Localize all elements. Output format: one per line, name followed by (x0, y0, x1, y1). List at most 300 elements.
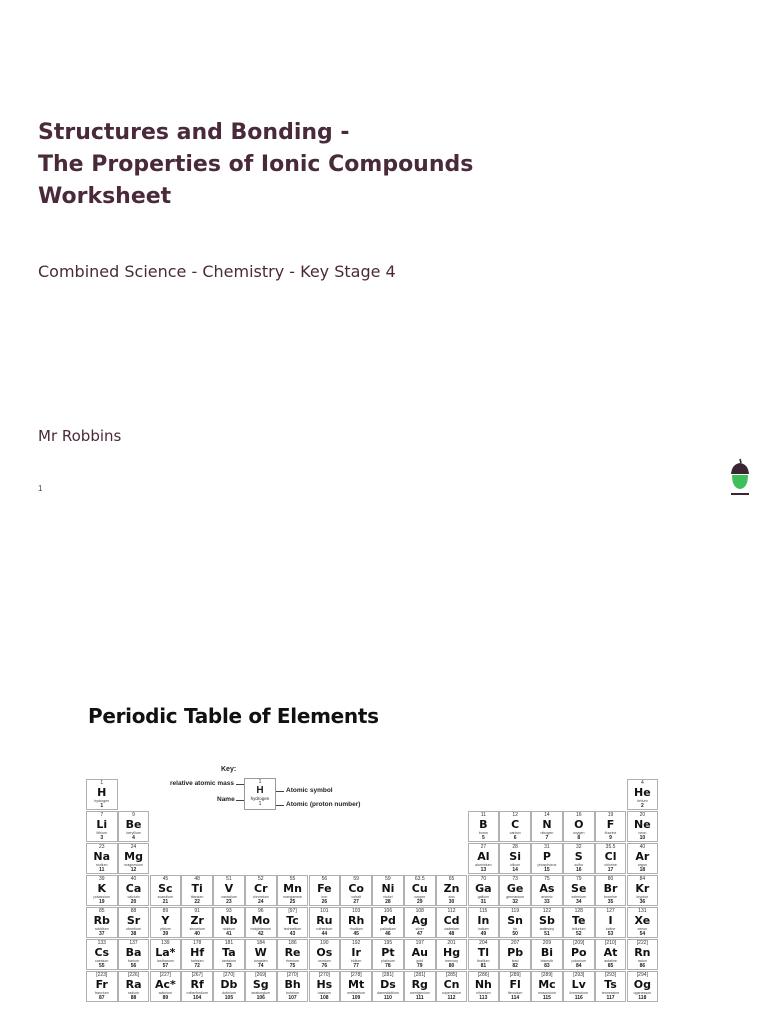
element-cell-pd (372, 907, 404, 938)
element-symbol: Sn (507, 914, 524, 927)
element-number: 20 (130, 899, 137, 905)
element-number: 7 (545, 835, 549, 841)
element-number: 86 (639, 963, 646, 969)
element-name: darmstadtium (377, 991, 399, 995)
element-mass: 207 (510, 940, 520, 946)
element-mass: 14 (544, 812, 550, 818)
element-cell-rn (627, 939, 659, 970)
element-number: 46 (385, 931, 391, 937)
element-name: vanadium (221, 895, 237, 899)
element-cell-au (404, 939, 436, 970)
element-number: 30 (448, 899, 455, 905)
element-symbol: Bh (284, 978, 301, 991)
element-name: iodine (605, 927, 616, 931)
element-symbol: Ta (222, 946, 236, 959)
element-number: 85 (607, 963, 614, 969)
element-symbol: Na (93, 850, 111, 863)
element-cell-ar (627, 843, 659, 874)
element-cell-h (86, 779, 118, 810)
element-symbol: Ge (506, 882, 524, 895)
element-cell-kr (627, 875, 659, 906)
element-symbol: Zn (443, 882, 460, 895)
element-symbol: Fe (317, 882, 332, 895)
element-mass: [269] (255, 972, 267, 978)
element-mass: 101 (320, 908, 329, 914)
element-symbol: Sb (539, 914, 555, 927)
element-symbol: Mc (538, 978, 556, 991)
element-name: selenium (571, 895, 586, 899)
element-cell-f (595, 811, 627, 842)
element-symbol: Al (477, 850, 490, 863)
element-number: 105 (224, 995, 234, 1001)
element-name: barium (128, 959, 140, 963)
element-cell-ne (627, 811, 659, 842)
element-name: radium (128, 991, 140, 995)
element-mass: 55 (289, 876, 296, 882)
element-number: 115 (542, 995, 551, 1001)
element-mass: 91 (194, 908, 200, 914)
element-number: 28 (385, 899, 391, 905)
title-line-3: Worksheet (38, 184, 172, 209)
element-name: indium (478, 927, 489, 931)
element-number: 13 (480, 867, 487, 873)
element-number: 49 (480, 931, 487, 937)
key-example-number: 1 (258, 801, 262, 807)
element-cell-ts (595, 971, 627, 1002)
element-cell-ga (468, 875, 500, 906)
element-mass: [223] (96, 972, 108, 978)
element-name: lithium (96, 831, 107, 835)
element-cell-sb (531, 907, 563, 938)
element-name: hassium (317, 991, 332, 995)
element-symbol: N (542, 818, 552, 831)
element-number: 27 (353, 899, 359, 905)
element-cell-sc (150, 875, 182, 906)
element-number: 55 (98, 963, 105, 969)
element-symbol: Mt (348, 978, 365, 991)
element-mass: 1 (100, 780, 104, 786)
element-number: 74 (257, 963, 264, 969)
element-symbol: Pt (381, 946, 395, 959)
element-name: molybdenum (250, 927, 272, 931)
element-number: 52 (575, 931, 582, 937)
element-name: tungsten (253, 959, 268, 963)
element-name: bohrium (286, 991, 300, 995)
element-mass: 178 (192, 940, 202, 946)
element-number: 109 (351, 995, 361, 1001)
element-cell-ti (181, 875, 213, 906)
element-cell-xe (627, 907, 659, 938)
element-number: 4 (132, 835, 135, 841)
element-name: zirconium (189, 927, 205, 931)
element-mass: 85 (98, 908, 105, 914)
element-symbol: Au (411, 946, 428, 959)
element-symbol: Pd (379, 914, 396, 927)
element-cell-mt (340, 971, 372, 1002)
element-cell-ac (150, 971, 182, 1002)
element-name: strontium (126, 927, 141, 931)
element-cell-nh (468, 971, 500, 1002)
element-name: caesium (95, 959, 109, 963)
element-symbol: Cs (94, 946, 110, 959)
element-name: helium (637, 799, 648, 803)
element-name: lead (511, 959, 519, 963)
element-cell-se (563, 875, 595, 906)
element-number: 108 (320, 995, 329, 1001)
element-number: 48 (448, 931, 455, 937)
element-symbol: Ga (475, 882, 492, 895)
element-mass: 204 (479, 940, 488, 946)
element-mass: 127 (606, 908, 615, 914)
element-cell-s (563, 843, 595, 874)
element-number: 36 (639, 899, 646, 905)
element-mass: 9 (132, 812, 135, 818)
element-name: actinium (158, 991, 173, 995)
element-cell-si (499, 843, 531, 874)
element-symbol: Li (96, 818, 108, 831)
element-mass: 70 (480, 876, 487, 882)
element-name: hafnium (190, 959, 204, 963)
element-number: 41 (226, 931, 232, 937)
element-number: 21 (162, 899, 169, 905)
element-cell-zn (436, 875, 468, 906)
element-number: 15 (544, 867, 550, 873)
element-name: copper (414, 895, 426, 899)
element-mass: [270] (318, 972, 330, 978)
element-number: 39 (162, 931, 169, 937)
element-mass: 59 (353, 876, 359, 882)
key-symbol-label: Atomic symbol (286, 787, 333, 794)
element-cell-rg (404, 971, 436, 1002)
element-number: 24 (257, 899, 264, 905)
element-name: cadmium (444, 927, 459, 931)
element-symbol: Mg (124, 850, 143, 863)
element-cell-tc (277, 907, 309, 938)
element-mass: 112 (447, 908, 456, 914)
element-number: 34 (575, 899, 582, 905)
element-mass: 65 (448, 876, 455, 882)
element-mass: [270] (286, 972, 299, 978)
element-cell-ra (118, 971, 150, 1002)
key-arrow-symbol (276, 791, 284, 792)
element-cell-co (340, 875, 372, 906)
element-cell-y (150, 907, 182, 938)
element-mass: [209] (573, 940, 585, 946)
key-title: Key: (221, 766, 237, 773)
element-mass: [267] (191, 972, 203, 978)
element-cell-cu (404, 875, 436, 906)
element-symbol: Ca (125, 882, 142, 895)
element-symbol: F (606, 818, 615, 831)
element-symbol: Fl (509, 978, 521, 991)
key-example-mass: 1 (258, 779, 262, 785)
element-mass: 20 (639, 812, 646, 818)
element-cell-ir (340, 939, 372, 970)
element-cell-ge (499, 875, 531, 906)
element-mass: 35.5 (605, 844, 616, 850)
element-number: 117 (606, 995, 615, 1001)
element-name: fluorine (604, 831, 617, 835)
element-mass: [289] (509, 972, 521, 978)
page-number: 1 (38, 484, 43, 493)
element-cell-o (563, 811, 595, 842)
element-symbol: Rh (347, 914, 365, 927)
periodic-table-page (78, 686, 662, 1024)
title-line-2: The Properties of Ionic Compounds (38, 152, 474, 177)
element-cell-n (531, 811, 563, 842)
element-name: dubnium (222, 991, 236, 995)
element-name: oganesson (633, 991, 652, 995)
element-mass: 197 (415, 940, 424, 946)
element-cell-v (213, 875, 245, 906)
element-symbol: Db (220, 978, 238, 991)
element-name: ruthenium (316, 927, 333, 931)
element-name: astatine (604, 959, 617, 963)
element-mass: 137 (129, 940, 138, 946)
element-symbol: Te (571, 914, 586, 927)
element-symbol: Fr (95, 978, 108, 991)
element-cell-fr (86, 971, 118, 1002)
element-symbol: Mn (283, 882, 302, 895)
element-cell-pb (499, 939, 531, 970)
element-cell-mn (277, 875, 309, 906)
element-number: 18 (639, 867, 646, 873)
element-symbol: Hf (190, 946, 205, 959)
element-number: 40 (194, 931, 200, 937)
element-name: gallium (477, 895, 490, 899)
element-symbol: Ac* (154, 978, 176, 991)
element-name: rhodium (349, 927, 363, 931)
element-symbol: I (608, 914, 613, 927)
element-symbol: Nh (474, 978, 492, 991)
element-number: 32 (512, 899, 518, 905)
element-cell-rf (181, 971, 213, 1002)
element-mass: 40 (130, 876, 137, 882)
element-symbol: Lv (571, 978, 586, 991)
element-number: 47 (416, 931, 423, 937)
element-cell-nb (213, 907, 245, 938)
element-cell-rh (340, 907, 372, 938)
element-number: 3 (100, 835, 104, 841)
element-cell-ag (404, 907, 436, 938)
element-symbol: P (542, 850, 551, 863)
element-symbol: Ag (411, 914, 428, 927)
element-mass: 80 (607, 876, 614, 882)
element-cell-sg (245, 971, 277, 1002)
element-number: 77 (353, 963, 359, 969)
element-cell-db (213, 971, 245, 1002)
element-cell-pt (372, 939, 404, 970)
element-mass: 63.5 (414, 876, 425, 882)
element-mass: 88 (130, 908, 137, 914)
course-subtitle: Combined Science - Chemistry - Key Stage 4 (38, 262, 396, 281)
element-number: 87 (98, 995, 105, 1001)
element-cell-in (468, 907, 500, 938)
element-number: 80 (448, 963, 455, 969)
element-name: technetium (283, 927, 302, 931)
element-symbol: Ts (604, 978, 617, 991)
element-number: 29 (416, 899, 423, 905)
element-mass: 184 (256, 940, 265, 946)
element-cell-na (86, 843, 118, 874)
element-number: 2 (640, 803, 644, 809)
element-cell-cr (245, 875, 277, 906)
element-name: tennessine (601, 991, 620, 995)
element-mass: 131 (638, 908, 647, 914)
element-cell-i (595, 907, 627, 938)
element-name: gold (416, 959, 424, 963)
element-number: 12 (130, 867, 137, 873)
key-number-label: Atomic (proton number) (286, 801, 361, 808)
element-name: scandium (157, 895, 174, 899)
element-symbol: Tc (286, 914, 299, 927)
acorn-icon (729, 458, 751, 498)
element-mass: 79 (575, 876, 582, 882)
element-cell-hs (309, 971, 341, 1002)
element-mass: [270] (223, 972, 235, 978)
element-cell-at (595, 939, 627, 970)
element-symbol: Pb (507, 946, 524, 959)
element-name: germanium (506, 895, 525, 899)
element-mass: 195 (383, 940, 393, 946)
element-mass: 84 (639, 876, 646, 882)
element-symbol: Rf (190, 978, 204, 991)
element-cell-br (595, 875, 627, 906)
element-number: 51 (544, 931, 550, 937)
element-name: carbon (509, 831, 521, 835)
element-number: 22 (194, 899, 200, 905)
element-mass: [294] (636, 972, 648, 978)
element-mass: 209 (542, 940, 552, 946)
element-number: 75 (289, 963, 296, 969)
element-mass: 122 (542, 908, 552, 914)
element-mass: [289] (541, 972, 553, 978)
element-cell-c (499, 811, 531, 842)
element-mass: [286] (477, 972, 489, 978)
element-cell-fl (499, 971, 531, 1002)
element-name: silicon (510, 863, 521, 867)
element-symbol: Rg (411, 978, 428, 991)
worksheet-title (38, 117, 558, 213)
element-number: 89 (162, 995, 169, 1001)
element-name: chlorine (604, 863, 617, 867)
element-number: 37 (98, 931, 105, 937)
element-number: 110 (383, 995, 392, 1001)
element-mass: 11 (480, 812, 486, 818)
element-name: platinum (381, 959, 395, 963)
element-name: roentgenium (409, 991, 430, 995)
element-cell-fe (309, 875, 341, 906)
element-mass: 93 (226, 908, 232, 914)
element-cell-he (627, 779, 659, 810)
element-symbol: Bi (540, 946, 554, 959)
element-number: 38 (130, 931, 137, 937)
element-mass: 139 (161, 940, 170, 946)
element-symbol: Zr (190, 914, 204, 927)
element-mass: 133 (97, 940, 106, 946)
element-name: hydrogen (94, 799, 110, 803)
element-cell-po (563, 939, 595, 970)
element-symbol: At (603, 946, 618, 959)
element-name: xenon (637, 927, 648, 931)
element-mass: 186 (288, 940, 297, 946)
element-mass: 40 (639, 844, 646, 850)
element-cell-ca (118, 875, 150, 906)
element-cell-mg (118, 843, 150, 874)
element-number: 43 (289, 931, 296, 937)
author-name: Mr Robbins (38, 427, 122, 445)
element-name: titanium (190, 895, 204, 899)
element-mass: 108 (415, 908, 424, 914)
element-cell-hf (181, 939, 213, 970)
element-name: argon (637, 863, 647, 867)
element-mass: [293] (573, 972, 585, 978)
element-name: livermorium (569, 991, 589, 995)
element-number: 57 (162, 963, 169, 969)
element-name: boron (478, 831, 488, 835)
element-mass: 96 (257, 908, 264, 914)
element-name: potassium (93, 895, 110, 899)
element-name: radon (637, 959, 647, 963)
element-mass: 24 (130, 844, 137, 850)
element-name: calcium (127, 895, 140, 899)
element-cell-al (468, 843, 500, 874)
element-name: silver (415, 927, 424, 931)
element-name: iron (321, 895, 328, 899)
element-mass: 181 (224, 940, 234, 946)
element-mass: 4 (640, 780, 644, 786)
element-mass: [293] (604, 972, 617, 978)
element-mass: [97] (288, 908, 297, 914)
element-number: 82 (512, 963, 518, 969)
key-arrow-number (276, 805, 284, 806)
element-number: 76 (321, 963, 328, 969)
element-name: sodium (95, 863, 108, 867)
element-cell-sn (499, 907, 531, 938)
element-name: iridium (350, 959, 362, 963)
element-symbol: Se (571, 882, 587, 895)
element-symbol: Hg (443, 946, 461, 959)
element-mass: 201 (447, 940, 456, 946)
element-number: 10 (639, 835, 646, 841)
element-cell-w (245, 939, 277, 970)
element-name: seaborgium (251, 991, 271, 995)
element-name: moscovium (537, 991, 557, 995)
periodic-table-heading: Periodic Table of Elements (88, 704, 379, 728)
element-symbol: Cr (254, 882, 268, 895)
element-number: 23 (226, 899, 232, 905)
element-mass: 45 (162, 876, 169, 882)
element-mass: [227] (159, 972, 171, 978)
element-symbol: S (574, 850, 583, 863)
element-number: 88 (130, 995, 137, 1001)
element-number: 118 (638, 995, 647, 1001)
element-cell-k (86, 875, 118, 906)
element-number: 35 (607, 899, 614, 905)
element-mass: 19 (607, 812, 614, 818)
element-number: 112 (447, 995, 456, 1001)
element-number: 53 (607, 931, 614, 937)
element-number: 72 (194, 963, 200, 969)
element-cell-te (563, 907, 595, 938)
element-mass: [281] (382, 972, 394, 978)
element-mass: 190 (320, 940, 329, 946)
element-number: 116 (574, 995, 583, 1001)
element-symbol: Ba (125, 946, 142, 959)
element-mass: 56 (321, 876, 328, 882)
element-mass: 73 (512, 876, 518, 882)
element-name: magnesium (124, 863, 143, 867)
